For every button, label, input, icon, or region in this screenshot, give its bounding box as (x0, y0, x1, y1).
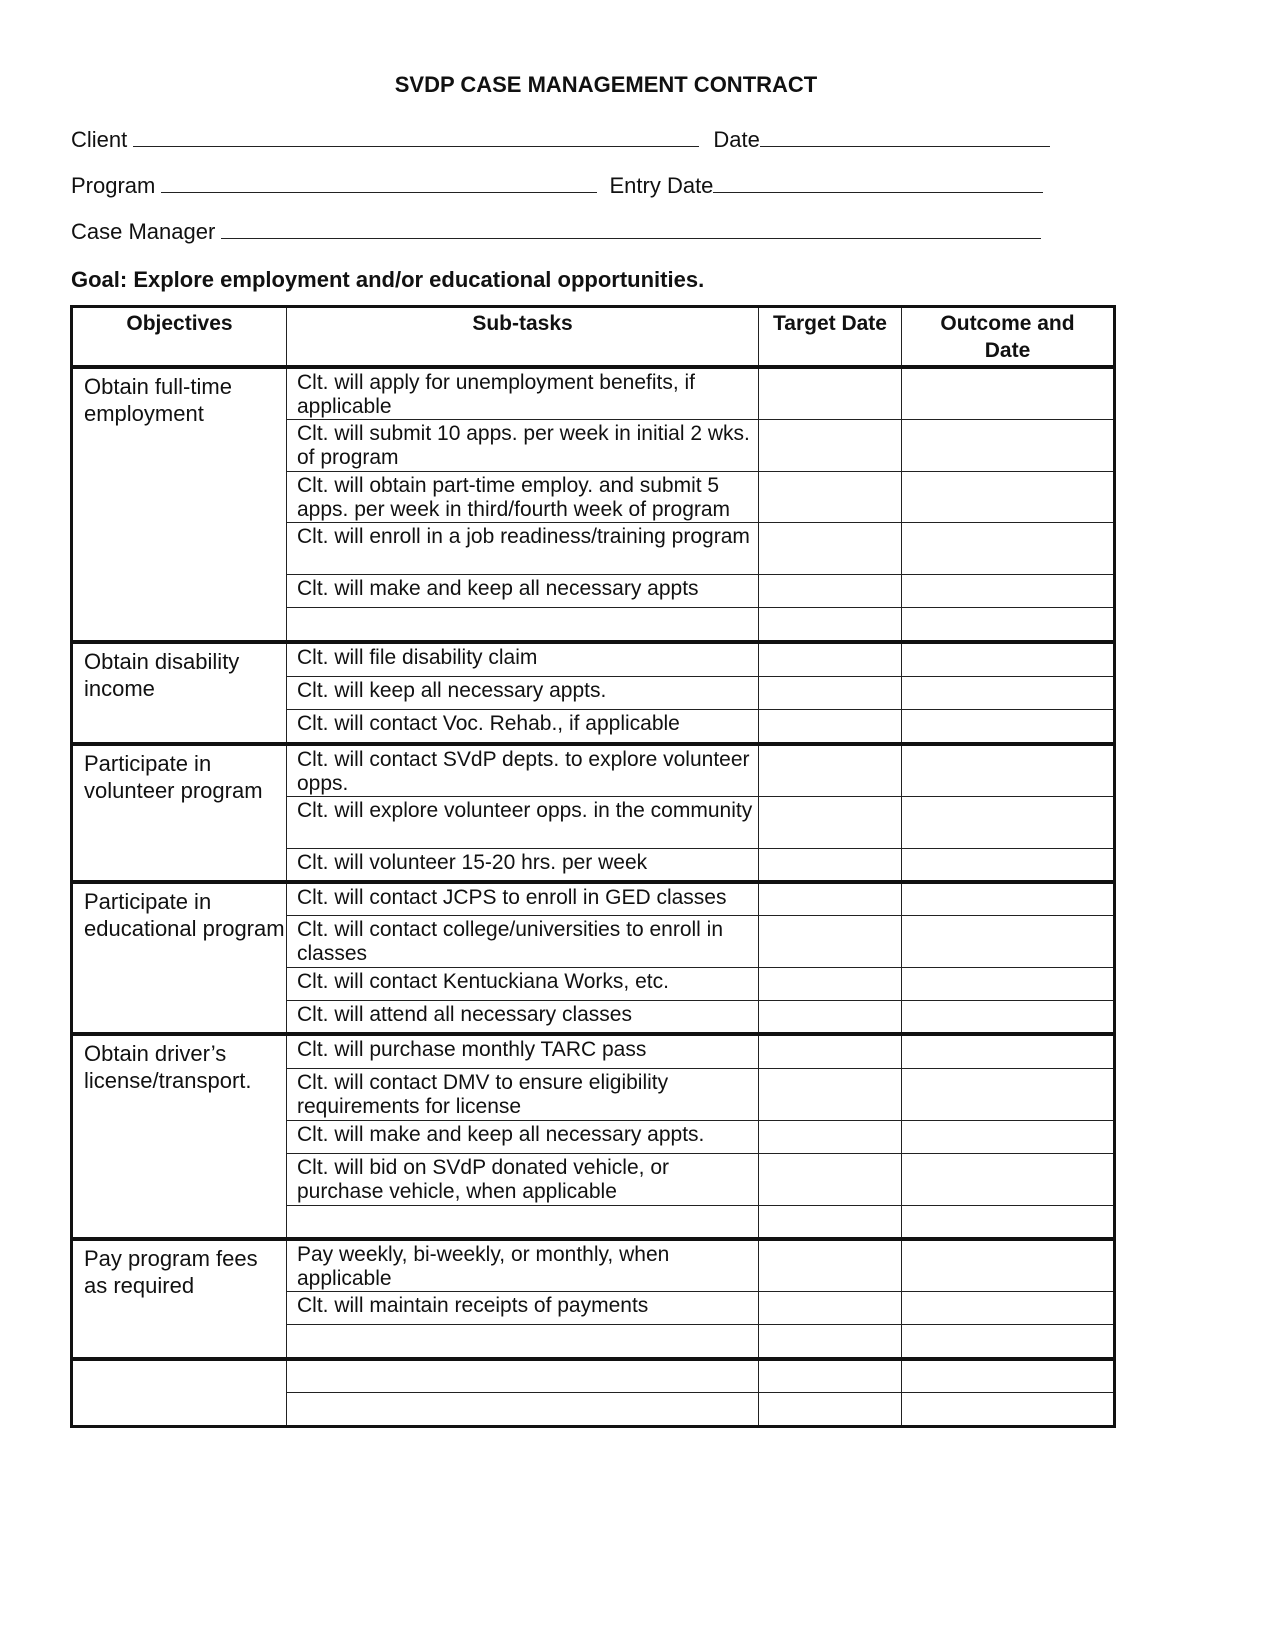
case-manager-field[interactable] (221, 220, 1041, 239)
outcome-cell[interactable] (902, 1034, 1115, 1068)
objective-cell: Obtain disability income (72, 642, 287, 744)
outcome-cell[interactable] (902, 882, 1115, 915)
objectives-table (70, 305, 1116, 1428)
target-date-cell[interactable] (759, 967, 902, 1000)
outcome-cell[interactable] (902, 1205, 1115, 1239)
subtask-cell: Clt. will contact Voc. Rehab., if applicable (287, 710, 759, 744)
subtask-cell: Clt. will make and keep all necessary appts (287, 575, 759, 608)
objective-cell: Obtain driver’s license/transport. (72, 1034, 287, 1239)
case-manager-line (71, 219, 1041, 245)
outcome-cell[interactable] (902, 744, 1115, 797)
target-date-cell[interactable] (759, 1000, 902, 1034)
outcome-cell[interactable] (902, 1000, 1115, 1034)
outcome-cell[interactable] (902, 1153, 1115, 1205)
outcome-cell[interactable] (902, 420, 1115, 472)
outcome-cell[interactable] (902, 472, 1115, 523)
target-date-cell[interactable] (759, 1292, 902, 1325)
entry-date-label: Entry Date (609, 173, 714, 198)
subtask-cell[interactable] (287, 1205, 759, 1239)
goal-statement: Goal: Explore employment and/or educational opportunities. (71, 267, 705, 292)
subtask-cell: Clt. will keep all necessary appts. (287, 677, 759, 710)
target-date-cell[interactable] (759, 915, 902, 967)
target-date-cell[interactable] (759, 420, 902, 472)
program-entry-line (71, 173, 1043, 199)
objective-cell: Participate in educational program (72, 882, 287, 1034)
target-date-cell[interactable] (759, 1034, 902, 1068)
document-title: SVDP CASE MANAGEMENT CONTRACT (394, 72, 818, 97)
subtask-cell: Clt. will explore volunteer opps. in the community (287, 796, 759, 848)
target-date-cell[interactable] (759, 848, 902, 882)
subtask-cell: Clt. will apply for unemployment benefits, if applicable (287, 367, 759, 420)
table-row (72, 1239, 1115, 1292)
outcome-cell[interactable] (902, 1239, 1115, 1292)
outcome-cell[interactable] (902, 575, 1115, 608)
subtask-cell: Clt. will enroll in a job readiness/training program (287, 523, 759, 575)
date-label: Date (713, 127, 760, 152)
target-date-cell[interactable] (759, 1153, 902, 1205)
outcome-cell[interactable] (902, 677, 1115, 710)
target-date-cell[interactable] (759, 642, 902, 677)
subtask-cell[interactable] (287, 1393, 759, 1427)
target-date-cell[interactable] (759, 367, 902, 420)
target-date-cell[interactable] (759, 710, 902, 744)
outcome-cell[interactable] (902, 796, 1115, 848)
target-date-cell[interactable] (759, 1359, 902, 1393)
target-date-cell[interactable] (759, 1239, 902, 1292)
target-date-cell[interactable] (759, 744, 902, 797)
program-field[interactable] (161, 174, 597, 193)
table-header-row (72, 307, 1115, 367)
table-row (72, 367, 1115, 420)
subtask-cell: Clt. will contact DMV to ensure eligibility requirements for license (287, 1068, 759, 1120)
subtask-cell: Clt. will bid on SVdP donated vehicle, or purchase vehicle, when applicable (287, 1153, 759, 1205)
header-outcome: Outcome and Date (902, 307, 1115, 367)
table-row (72, 1359, 1115, 1393)
objective-cell: Participate in volunteer program (72, 744, 287, 883)
outcome-cell[interactable] (902, 1393, 1115, 1427)
target-date-cell[interactable] (759, 1325, 902, 1359)
subtask-cell: Clt. will contact college/universities to enroll in classes (287, 915, 759, 967)
outcome-cell[interactable] (902, 1120, 1115, 1153)
target-date-cell[interactable] (759, 472, 902, 523)
target-date-cell[interactable] (759, 677, 902, 710)
outcome-cell[interactable] (902, 710, 1115, 744)
outcome-cell[interactable] (902, 1359, 1115, 1393)
outcome-cell[interactable] (902, 608, 1115, 642)
client-label: Client (71, 127, 128, 152)
outcome-cell[interactable] (902, 848, 1115, 882)
target-date-cell[interactable] (759, 1120, 902, 1153)
target-date-cell[interactable] (759, 1205, 902, 1239)
subtask-cell: Clt. will contact Kentuckiana Works, etc. (287, 967, 759, 1000)
client-date-line (71, 127, 1050, 153)
outcome-cell[interactable] (902, 967, 1115, 1000)
outcome-cell[interactable] (902, 915, 1115, 967)
target-date-cell[interactable] (759, 1393, 902, 1427)
subtask-cell[interactable] (287, 1359, 759, 1393)
subtask-cell: Clt. will submit 10 apps. per week in initial 2 wks. of program (287, 420, 759, 472)
case-manager-label: Case Manager (71, 219, 216, 244)
subtask-cell: Clt. will purchase monthly TARC pass (287, 1034, 759, 1068)
table-row (72, 642, 1115, 677)
subtask-cell: Clt. will volunteer 15-20 hrs. per week (287, 848, 759, 882)
target-date-cell[interactable] (759, 523, 902, 575)
target-date-cell[interactable] (759, 1068, 902, 1120)
table-row (72, 1034, 1115, 1068)
objective-cell: Pay program fees as required (72, 1239, 287, 1359)
subtask-cell: Clt. will obtain part-time employ. and submit 5 apps. per week in third/fourth week of program (287, 472, 759, 523)
entry-date-field[interactable] (713, 174, 1043, 193)
outcome-cell[interactable] (902, 642, 1115, 677)
outcome-cell[interactable] (902, 367, 1115, 420)
date-field[interactable] (760, 128, 1050, 147)
table-row (72, 744, 1115, 797)
objective-cell[interactable] (72, 1359, 287, 1427)
header-subtasks: Sub-tasks (287, 307, 759, 367)
table-row (72, 882, 1115, 915)
subtask-cell: Clt. will file disability claim (287, 642, 759, 677)
outcome-cell[interactable] (902, 1292, 1115, 1325)
header-objectives: Objectives (72, 307, 287, 367)
outcome-cell[interactable] (902, 1325, 1115, 1359)
target-date-cell[interactable] (759, 575, 902, 608)
target-date-cell[interactable] (759, 608, 902, 642)
subtask-cell[interactable] (287, 1325, 759, 1359)
subtask-cell: Clt. will make and keep all necessary appts. (287, 1120, 759, 1153)
subtask-cell: Pay weekly, bi-weekly, or monthly, when applicable (287, 1239, 759, 1292)
outcome-cell[interactable] (902, 523, 1115, 575)
client-field[interactable] (133, 128, 699, 147)
subtask-cell: Clt. will attend all necessary classes (287, 1000, 759, 1034)
target-date-cell[interactable] (759, 882, 902, 915)
outcome-cell[interactable] (902, 1068, 1115, 1120)
subtask-cell[interactable] (287, 608, 759, 642)
subtask-cell: Clt. will maintain receipts of payments (287, 1292, 759, 1325)
target-date-cell[interactable] (759, 796, 902, 848)
subtask-cell: Clt. will contact SVdP depts. to explore volunteer opps. (287, 744, 759, 797)
subtask-cell: Clt. will contact JCPS to enroll in GED classes (287, 882, 759, 915)
objective-cell: Obtain full-time employment (72, 367, 287, 642)
header-target-date: Target Date (759, 307, 902, 367)
program-label: Program (71, 173, 156, 198)
